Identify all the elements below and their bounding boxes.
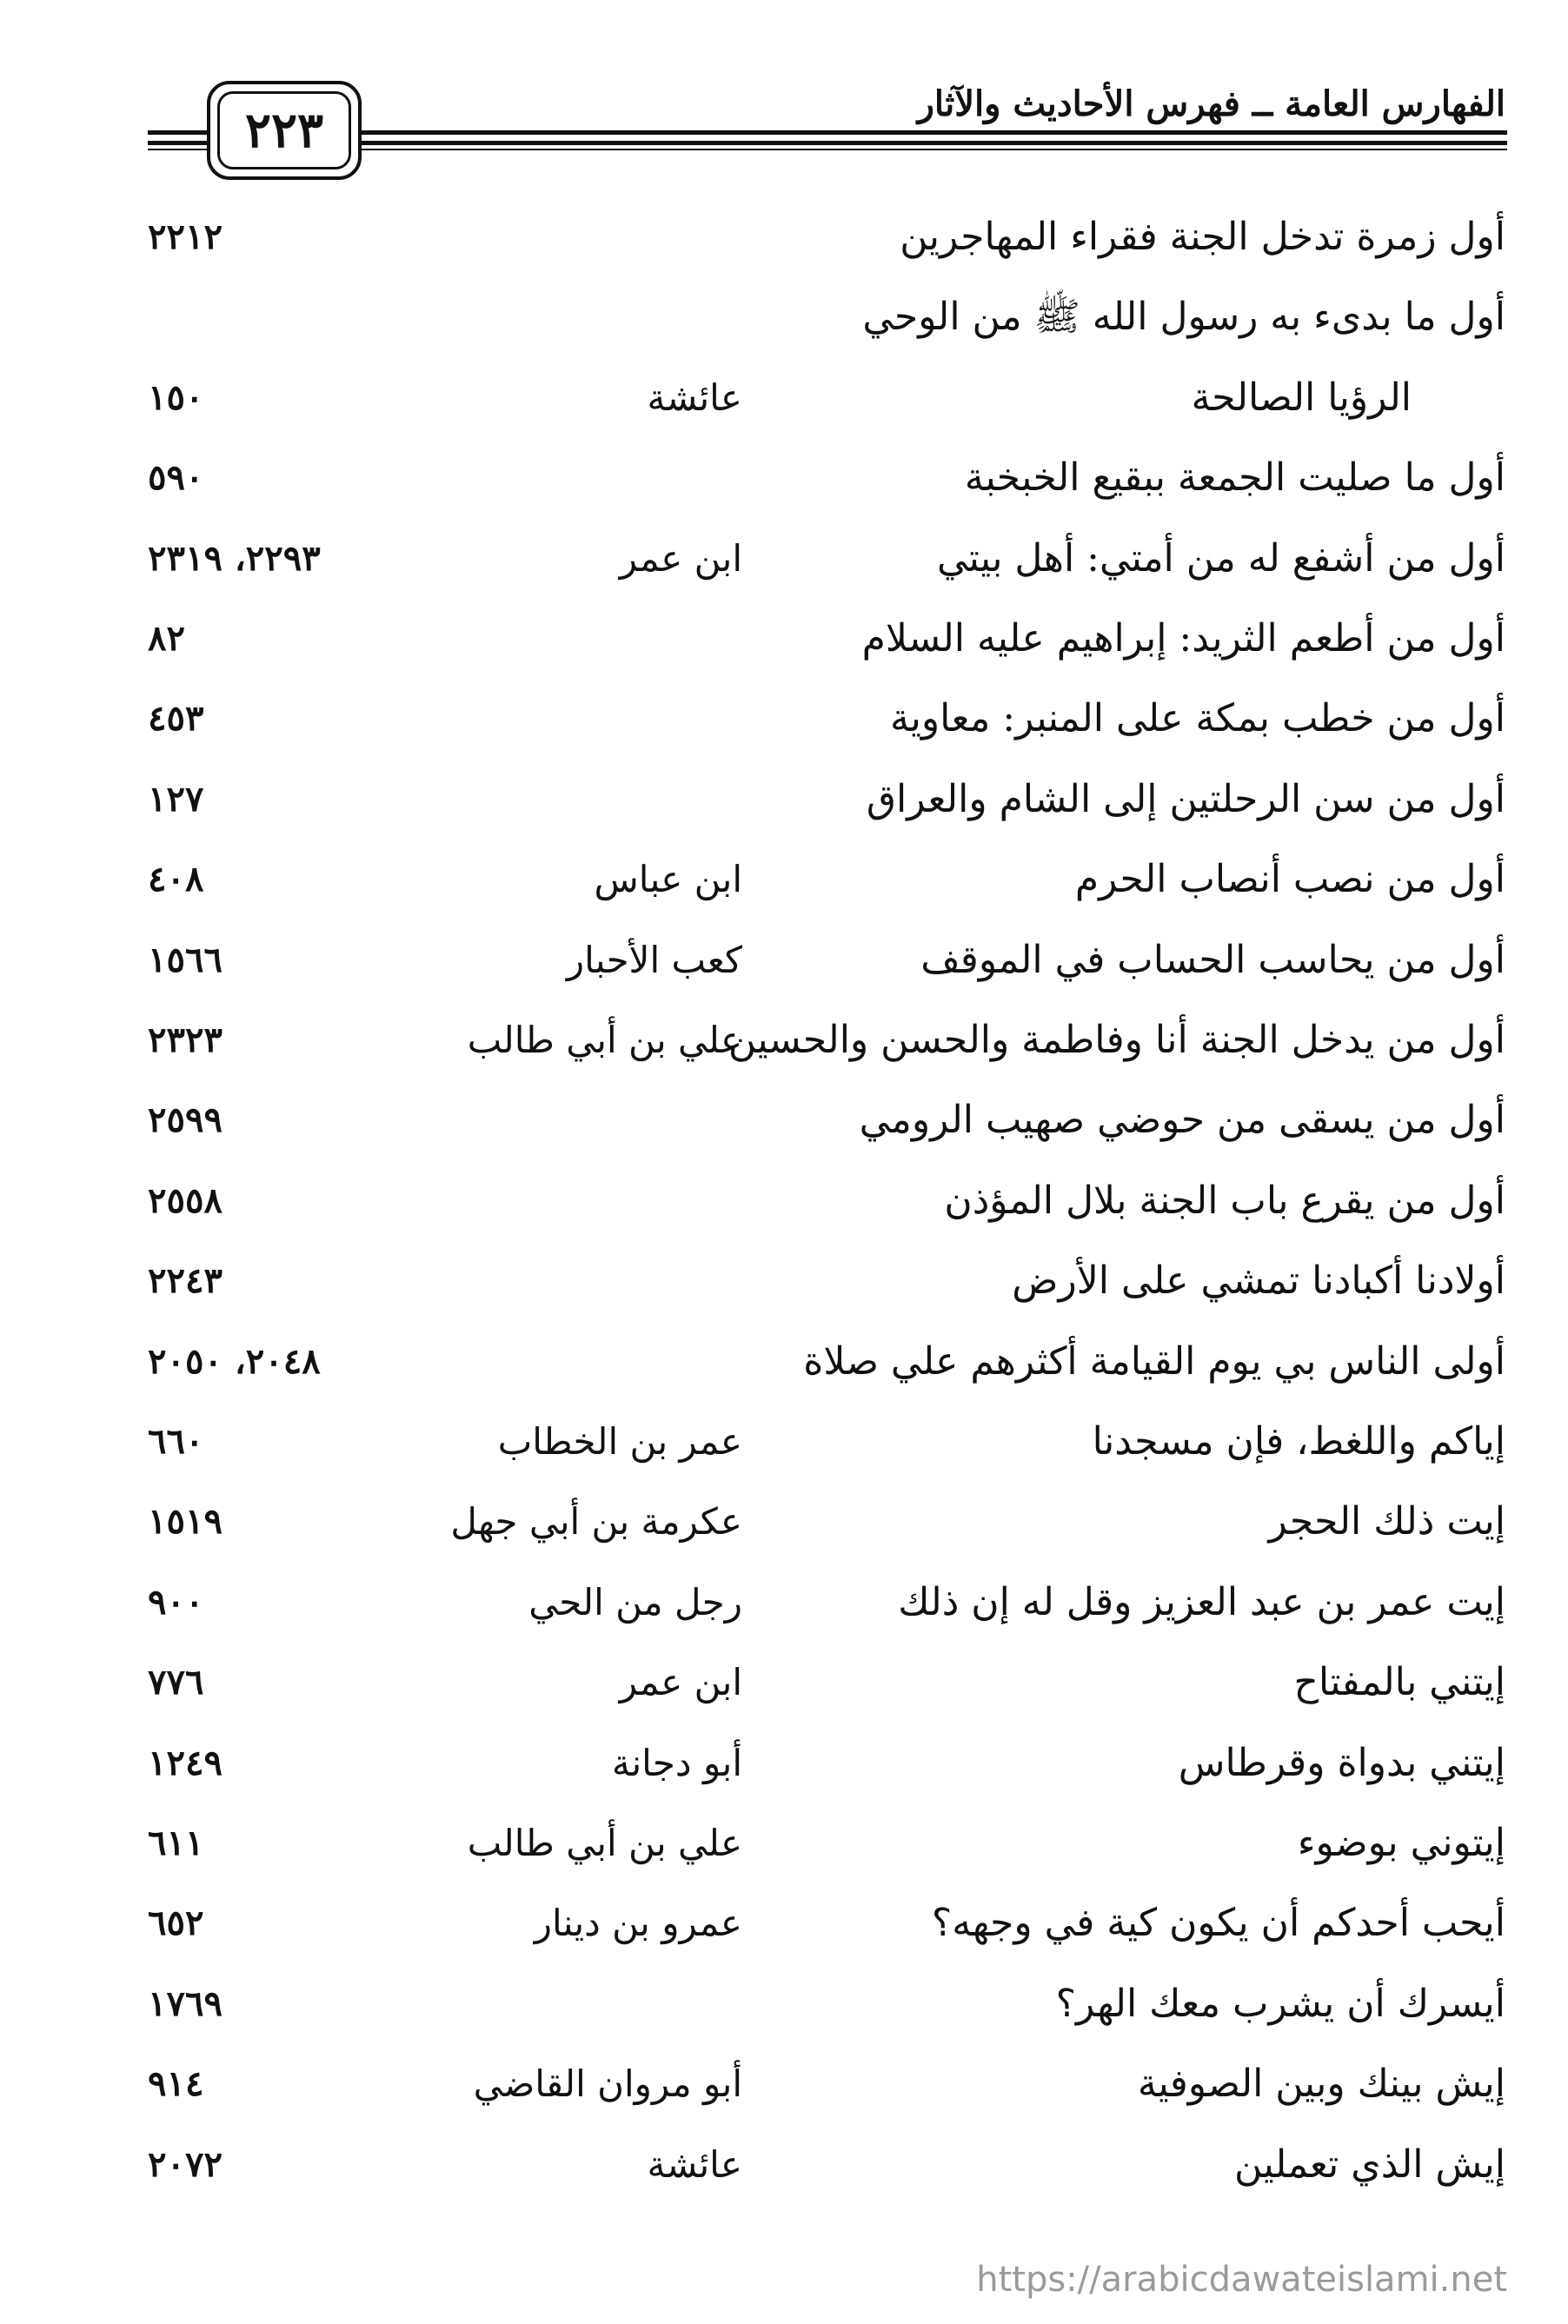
entry-text: أول من يقرع باب الجنة بلال المؤذن: [944, 1178, 1505, 1223]
entry-text: إيتني بالمفتاح: [1293, 1660, 1505, 1705]
entry-narrator: عائشة: [647, 375, 742, 419]
index-entry: [0, 439, 1568, 517]
entry-reference-numbers: ٧٧٦: [148, 1662, 204, 1703]
watermark: https://arabicdawateislami.net: [976, 2260, 1507, 2300]
entry-text: إيتوني بوضوء: [1297, 1821, 1505, 1865]
entry-narrator: عائشة: [647, 2142, 742, 2186]
page-number-frame: [207, 81, 362, 180]
index-entry: [0, 921, 1568, 999]
entry-narrator: أبو دجانة: [611, 1741, 742, 1784]
index-entry: [0, 2126, 1568, 2204]
entry-text: إيش بينك وبين الصوفية: [1137, 2062, 1505, 2107]
index-entry: [0, 760, 1568, 839]
entry-text: إياكم واللغط، فإن مسجدنا: [1092, 1419, 1505, 1464]
index-entry: [0, 680, 1568, 758]
entry-narrator: علي بن أبي طالب: [467, 1019, 742, 1061]
entry-text: إيت عمر بن عبد العزيز وقل له إن ذلك: [898, 1579, 1505, 1624]
entry-text: أول من يسقى من حوضي صهيب الرومي: [859, 1098, 1505, 1143]
entry-reference-numbers: ٩٠٠: [148, 1581, 204, 1623]
index-entry: [0, 1483, 1568, 1561]
entry-reference-numbers: ٢٣٢٣: [148, 1019, 223, 1060]
entry-text: أيحب أحدكم أن يكون كية في وجهه؟: [931, 1901, 1505, 1946]
index-entry: [0, 1001, 1568, 1079]
entry-text: أول من خطب بمكة على المنبر: معاوية: [890, 696, 1505, 741]
entry-narrator: ابن عباس: [594, 858, 742, 901]
entry-reference-numbers: ٢٢٤٣: [148, 1260, 223, 1302]
entry-reference-numbers: ١٥١٩: [148, 1501, 223, 1543]
entry-reference-numbers: ٢٥٩٩: [148, 1099, 223, 1141]
entry-text: أول من يدخل الجنة أنا وفاطمة والحسن والحسين: [728, 1018, 1505, 1062]
page-number: ٢٢٣: [217, 91, 351, 169]
entry-reference-numbers: ٦١١: [148, 1823, 204, 1863]
entry-text: إيت ذلك الحجر: [1268, 1499, 1505, 1544]
index-entry: [0, 1804, 1568, 1882]
index-entry: [0, 1965, 1568, 2043]
index-entry: [0, 278, 1568, 356]
entry-text: أول من يحاسب الحساب في الموقف: [920, 937, 1505, 982]
entry-reference-numbers: ١٥٠: [148, 376, 204, 418]
entry-reference-numbers: ٤٠٨: [148, 859, 204, 900]
entry-text: الرؤيا الصالحة: [1191, 375, 1412, 420]
entry-text: أول من سن الرحلتين إلى الشام والعراق: [866, 776, 1505, 821]
entry-text: أول من أطعم الثريد: إبراهيم عليه السلام: [861, 616, 1505, 661]
entry-reference-numbers: ١٢٧: [148, 778, 204, 820]
index-entry: [0, 600, 1568, 678]
entry-reference-numbers: ٢٢٩٣، ٢٣١٩: [148, 537, 321, 579]
index-entry: [0, 359, 1568, 437]
entry-text: إيش الذي تعملين: [1234, 2141, 1505, 2187]
running-header-title: الفهارس العامة ــ فهرس الأحاديث والآثار: [909, 83, 1505, 124]
entry-reference-numbers: ٩١٤: [148, 2063, 204, 2105]
index-entry: [0, 1162, 1568, 1240]
index-entry: [0, 520, 1568, 598]
entry-narrator: عمرو بن دينار: [534, 1902, 742, 1945]
entry-reference-numbers: ١٥٦٦: [148, 939, 223, 980]
entry-narrator: كعب الأحبار: [566, 938, 742, 981]
index-entry: [0, 2045, 1568, 2123]
index-entry: [0, 1403, 1568, 1481]
index-entry: [0, 1323, 1568, 1401]
index-entry: [0, 1081, 1568, 1159]
entry-text: إيتني بدواة وقرطاس: [1178, 1740, 1505, 1785]
entry-reference-numbers: ٢٥٥٨: [148, 1179, 223, 1221]
entry-reference-numbers: ٢٠٤٨، ٢٠٥٠: [148, 1340, 321, 1382]
entry-narrator: رجل من الحي: [528, 1580, 742, 1623]
index-entry: [0, 198, 1568, 276]
entry-reference-numbers: ١٧٦٩: [148, 1982, 223, 2024]
entry-text: أولى الناس بي يوم القيامة أكثرهم علي صلاة: [803, 1338, 1505, 1384]
entry-text: أول زمرة تدخل الجنة فقراء المهاجرين: [900, 215, 1505, 259]
entry-text: أول ما صليت الجمعة ببقيع الخبخبة: [964, 455, 1505, 501]
entry-reference-numbers: ٨٢: [148, 618, 185, 659]
index-entry: [0, 840, 1568, 919]
entry-text: أول ما بدىء به رسول الله ﷺ من الوحي: [862, 295, 1505, 340]
index-entry: [0, 1564, 1568, 1642]
entry-reference-numbers: ٢٠٧٢: [148, 2143, 223, 2185]
entry-reference-numbers: ٢٢١٢: [148, 216, 223, 257]
entry-text: أول من نصب أنصاب الحرم: [1074, 857, 1505, 902]
entry-narrator: أبو مروان القاضي: [473, 2062, 742, 2106]
entry-text: أول من أشفع له من أمتي: أهل بيتي: [936, 535, 1505, 581]
entry-reference-numbers: ٦٦٠: [148, 1421, 204, 1462]
entry-narrator: عكرمة بن أبي جهل: [450, 1500, 742, 1544]
entry-text: أولادنا أكبادنا تمشي على الأرض: [1012, 1258, 1505, 1304]
entry-narrator: ابن عمر: [619, 1661, 742, 1704]
entry-reference-numbers: ١٢٤٩: [148, 1742, 223, 1783]
entry-reference-numbers: ٥٩٠: [148, 457, 204, 499]
entry-reference-numbers: ٦٥٢: [148, 1902, 204, 1944]
index-entry: [0, 1643, 1568, 1722]
entry-narrator: عمر بن الخطاب: [497, 1420, 742, 1463]
index-entry: [0, 1884, 1568, 1962]
entry-narrator: علي بن أبي طالب: [467, 1822, 742, 1864]
index-entry: [0, 1724, 1568, 1803]
index-entry: [0, 1242, 1568, 1320]
entry-text: أيسرك أن يشرب معك الهر؟: [1055, 1981, 1505, 2026]
entry-narrator: ابن عمر: [619, 536, 742, 580]
entry-reference-numbers: ٤٥٣: [148, 698, 204, 740]
